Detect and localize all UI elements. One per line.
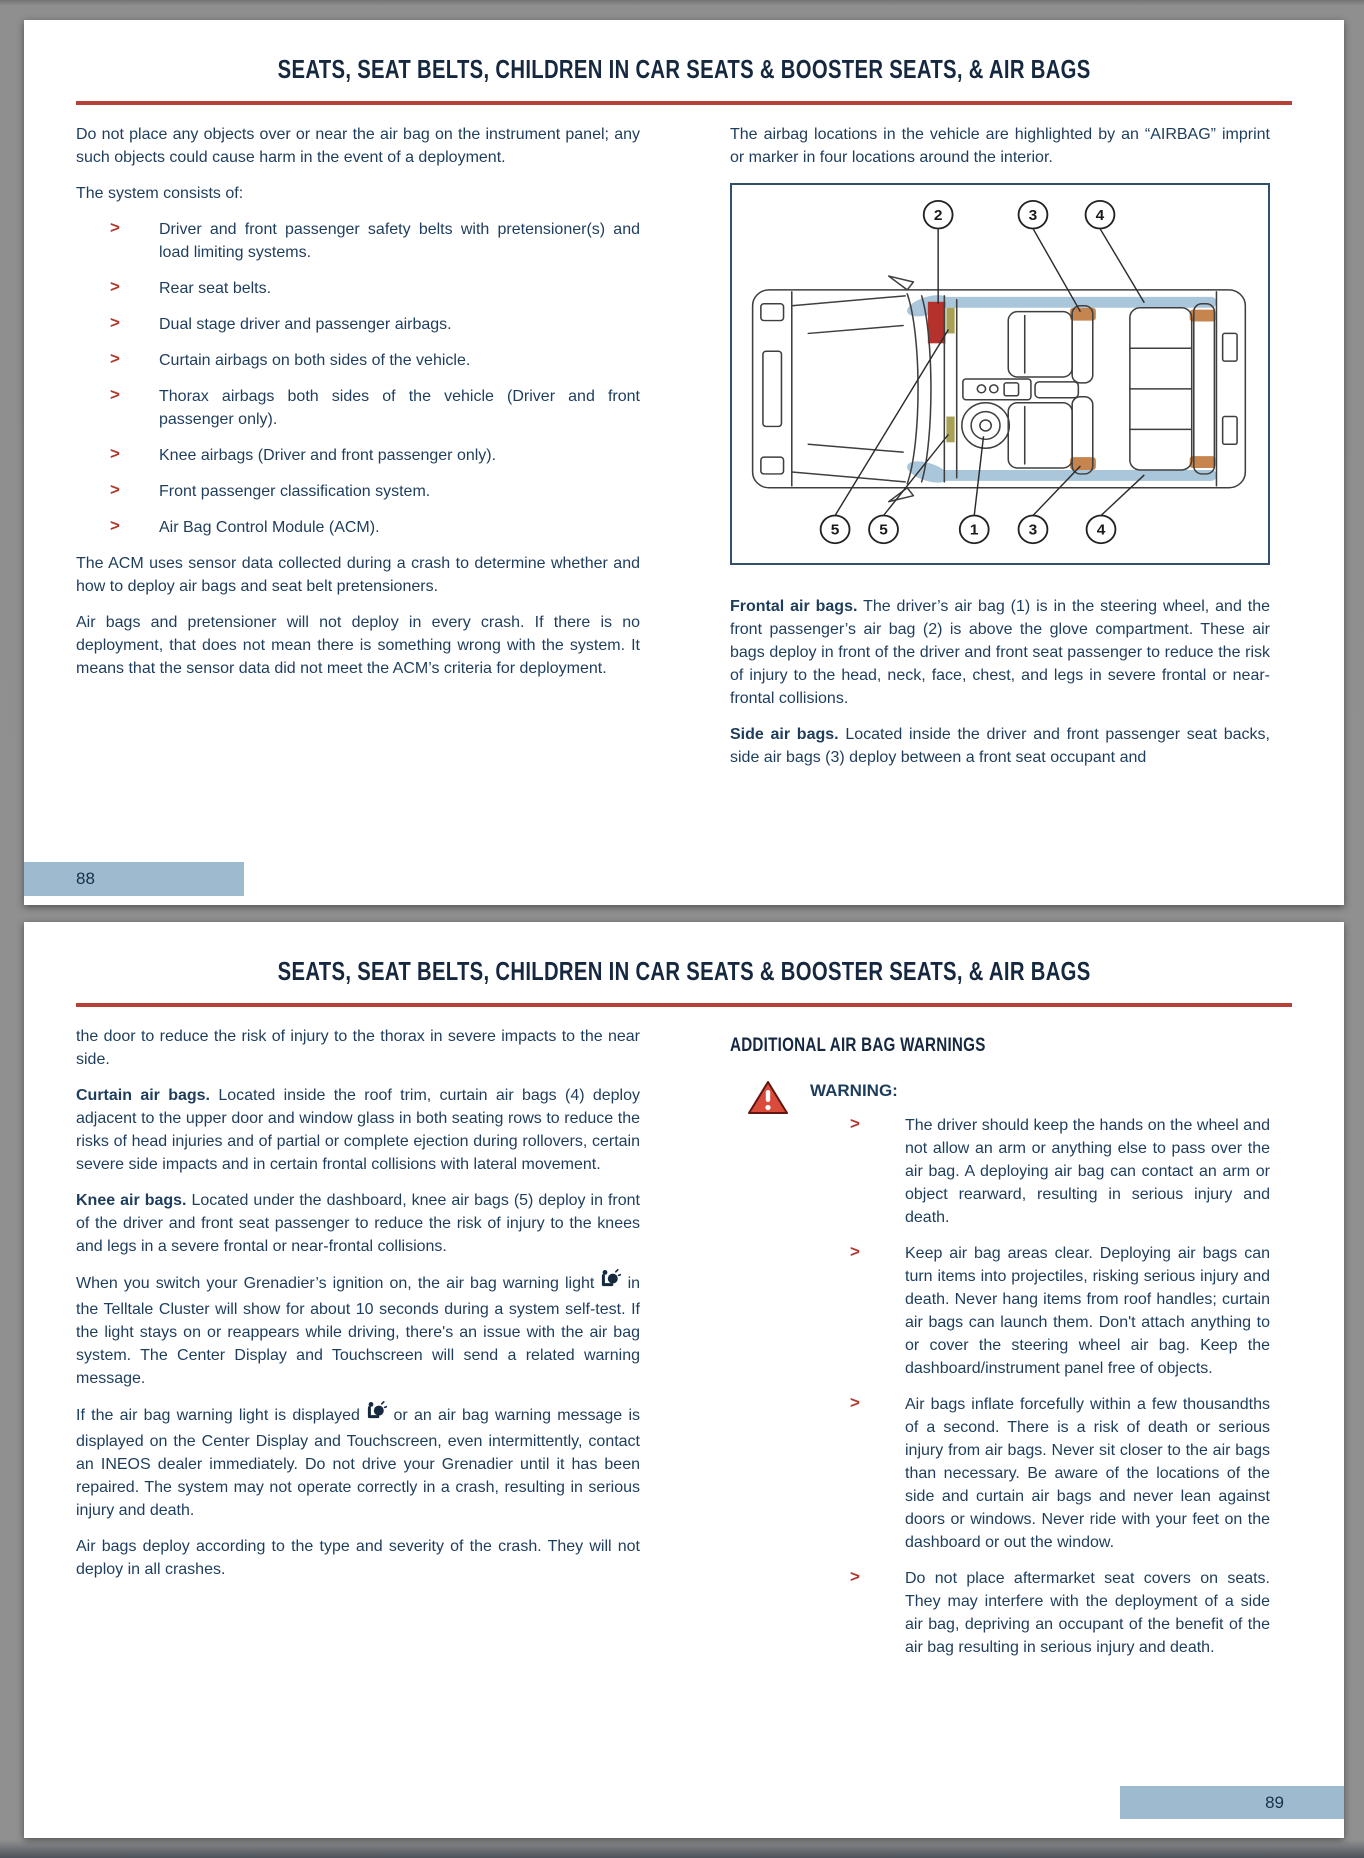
list-item-text: Knee airbags (Driver and front passenger only).: [159, 447, 497, 464]
list-item: [76, 444, 640, 467]
warning-item-text: Do not place aftermarket seat covers on seats. They may interfere with the deployment of a side air bag, depriving an occupant of the benefit of the air bag resulting in serious injury and death.: [905, 1570, 1270, 1656]
airbag-locations-diagram: [730, 183, 1270, 565]
list-item-text: Front passenger classification system.: [159, 483, 431, 500]
front-passenger-seat: [1008, 312, 1072, 377]
steering-wheel: [962, 403, 1009, 449]
bullet-arrow-icon: >: [110, 385, 120, 404]
warning-block: [730, 1079, 1270, 1659]
manual-page-88: [24, 20, 1344, 905]
driver-knee-airbag-marker: [946, 417, 954, 443]
list-item-text: Rear seat belts.: [159, 280, 272, 297]
warning-label: WARNING:: [810, 1081, 898, 1100]
list-item-text: Thorax airbags both sides of the vehicle (Driver and front passenger only).: [159, 388, 640, 428]
list-item: [76, 516, 640, 539]
displayed-text-start: If the air bag warning light is displayed: [76, 1407, 360, 1424]
bullet-arrow-icon: >: [850, 1567, 860, 1586]
center-console: [963, 379, 1031, 400]
page-number: 88: [76, 869, 95, 888]
list-item-text: Dual stage driver and passenger airbags.: [159, 316, 452, 333]
list-item-text: Driver and front passenger safety belts with pretensioner(s) and load limiting systems.: [159, 221, 640, 261]
rear-bench-seat-back: [1194, 304, 1215, 474]
page-title: SEATS, SEAT BELTS, CHILDREN IN CAR SEATS & BOOSTER SEATS, & AIR BAGS: [277, 54, 1091, 84]
page-number: 89: [1265, 1792, 1284, 1812]
list-item: [76, 385, 640, 431]
side-airbags-text: Located inside the driver and front passenger seat backs, side air bags (3) deploy between a front seat occupant and: [730, 726, 1271, 766]
curtain-airbags-lead: Curtain air bags.: [76, 1087, 210, 1104]
bullet-arrow-icon: >: [110, 444, 120, 463]
warning-list-item: [730, 1242, 1270, 1380]
knee-airbags-text: Located under the dashboard, knee air bags (5) deploy in front of the driver and front seat passenger to reduce the risk of injury to the knees and legs in a severe frontal or near-frontal collisions.: [76, 1192, 640, 1255]
callout-3-bottom: 3: [1028, 521, 1038, 539]
section-heading: ADDITIONAL AIR BAG WARNINGS: [730, 1035, 986, 1056]
grille: [763, 351, 782, 426]
bullet-arrow-icon: >: [110, 218, 120, 237]
bullet-arrow-icon: >: [110, 277, 120, 296]
paragraph: [76, 1271, 640, 1390]
driver-seat: [1008, 403, 1072, 468]
warning-list-item: [730, 1567, 1270, 1659]
manual-page-89: [24, 922, 1344, 1838]
list-item-text: Air Bag Control Module (ACM).: [159, 519, 380, 536]
callout-4-bottom: 4: [1096, 521, 1106, 539]
list-item: [76, 313, 640, 336]
paragraph: [76, 1403, 640, 1522]
side-mirror-left: [889, 276, 914, 290]
warning-list-item: [730, 1114, 1270, 1229]
side-airbags-lead: Side air bags.: [730, 726, 839, 743]
page-number-badge: [1120, 1786, 1344, 1819]
callout-4-top: 4: [1095, 207, 1105, 224]
callout-5a: 5: [830, 521, 840, 539]
bullet-arrow-icon: >: [110, 480, 120, 499]
paragraph: [76, 1189, 640, 1258]
vehicle-top-view-drawing: [732, 185, 1268, 563]
list-item: [76, 349, 640, 372]
left-column: [76, 1025, 640, 1672]
right-column: [730, 123, 1270, 782]
warning-item-text: Air bags inflate forcefully within a few thousandths of a second. There is a risk of death or serious injury from air bags. Never sit closer to the air bags than necessary. Be aware of the locations of the side and curtain air bags and never lean against doors or windows. Never ride with your feet on the dashboard or out the window.: [905, 1396, 1270, 1551]
paragraph: Air bags and pretensioner will not deploy in every crash. If there is no deployment, that does not mean there is something wrong with the system. It means that the sensor data did not meet the ACM’s criteria for deployment.: [76, 614, 640, 677]
airbag-warning-light-icon: [366, 1401, 387, 1428]
page-title: SEATS, SEAT BELTS, CHILDREN IN CAR SEATS & BOOSTER SEATS, & AIR BAGS: [277, 956, 1091, 986]
page-header: [24, 20, 1344, 85]
paragraph: The ACM uses sensor data collected during a crash to determine whether and how to deploy air bags and seat belt pretensioners.: [76, 555, 640, 595]
bullet-arrow-icon: >: [110, 313, 120, 332]
paragraph: Air bags deploy according to the type and severity of the crash. They will not deploy in all crashes.: [76, 1538, 640, 1578]
warning-item-text: Keep air bag areas clear. Deploying air bags can turn items into projectiles, risking serious injury and death. Never hang items from roof handles; curtain air bags can launch them. Don't attach anything to or cover the steering wheel air bag. Keep the dashboard/instrument panel free of objects.: [905, 1245, 1270, 1377]
page-number-badge: [24, 862, 244, 896]
page-header: [24, 922, 1344, 987]
paragraph: [76, 1084, 640, 1176]
vehicle-outline: [753, 276, 1246, 502]
list-item: [76, 218, 640, 264]
list-item: [76, 277, 640, 300]
bullet-arrow-icon: >: [850, 1242, 860, 1261]
airbag-warning-light-icon: [600, 1269, 621, 1296]
list-item-text: Curtain airbags on both sides of the vehicle.: [159, 352, 471, 369]
warn-light-text-start: When you switch your Grenadier’s ignition on, the air bag warning light: [76, 1275, 595, 1292]
callout-5b: 5: [879, 521, 888, 539]
knee-airbags-lead: Knee air bags.: [76, 1192, 187, 1209]
warning-list-item: [730, 1393, 1270, 1554]
paragraph: Do not place any objects over or near the air bag on the instrument panel; any such objects could cause harm in the event of a deployment.: [76, 126, 640, 166]
list-item: [76, 480, 640, 503]
headlight-left: [761, 304, 784, 321]
bullet-arrow-icon: >: [110, 349, 120, 368]
paragraph: The system consists of:: [76, 185, 244, 202]
headlight-right: [761, 457, 784, 474]
frontal-airbags-text: The driver’s air bag (1) is in the steering wheel, and the front passenger’s air bag (2) is above the glove compartment. These air bags deploy in front of the driver and front seat passenger to reduce the risk of injury to the head, neck, face, chest, and legs in severe frontal or near-frontal collisions.: [730, 598, 1271, 707]
left-column: [76, 123, 640, 782]
right-column: [730, 1025, 1270, 1672]
hood-line: [792, 472, 905, 482]
hood-line: [792, 296, 905, 306]
callout-1: 1: [969, 521, 979, 539]
passenger-frontal-airbag-marker: [928, 302, 946, 344]
warn-light-text-end: in the Telltale Cluster will show for about 10 seconds during a system self-test. If the light stays on or reappears while driving, there's an issue with the air bag system. The Center Display and Touchscreen will send a related warning message.: [76, 1275, 641, 1387]
callout-2: 2: [933, 207, 943, 224]
page-columns: [24, 105, 1344, 782]
paragraph: The airbag locations in the vehicle are highlighted by an “AIRBAG” imprint or marker in four locations around the interior.: [730, 126, 1270, 166]
paragraph: [730, 595, 1270, 710]
curtain-airbags-text: Located inside the roof trim, curtain air bags (4) deploy adjacent to the upper door and window glass in both seating rows to reduce the risks of head injuries and of partial or complete ejection during rollovers, certain severe side impacts and in certain frontal collisions with lateral movement.: [76, 1087, 641, 1173]
callout-3-top: 3: [1028, 207, 1038, 224]
paragraph: the door to reduce the risk of injury to the thorax in severe impacts to the near side.: [76, 1028, 640, 1068]
warning-item-text: The driver should keep the hands on the wheel and not allow an arm or anything else to pass over the air bag. A deploying air bag can contact an arm or object rearward, resulting in serious injury and death.: [905, 1117, 1270, 1226]
warning-triangle-icon: [746, 1079, 790, 1122]
bullet-arrow-icon: >: [850, 1114, 860, 1133]
bullet-arrow-icon: >: [110, 516, 120, 535]
page-columns: [24, 1007, 1344, 1672]
displayed-text-end: or an air bag warning message is displayed on the Center Display and Touchscreen, even intermittently, contact an INEOS dealer immediately. Do not drive your Grenadier until it has been repaired. The system may not operate correctly in a crash, resulting in serious injury and death.: [76, 1407, 641, 1519]
paragraph: [730, 723, 1270, 769]
frontal-airbags-lead: Frontal air bags.: [730, 598, 858, 615]
bullet-arrow-icon: >: [850, 1393, 860, 1412]
